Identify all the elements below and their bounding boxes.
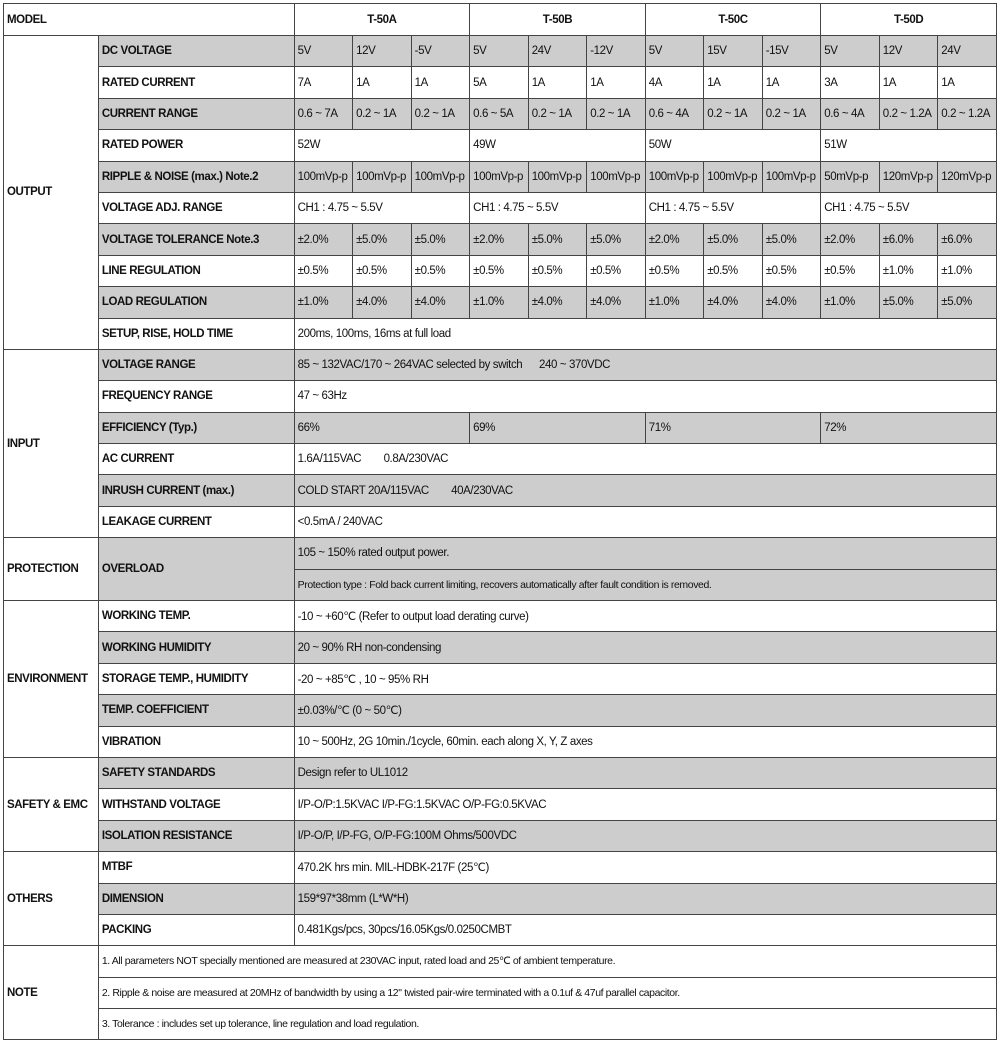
row-label: PACKING xyxy=(98,914,294,945)
cell: 71% xyxy=(645,412,821,443)
table-row xyxy=(4,852,997,883)
cell: 0.2 ~ 1A xyxy=(353,98,412,129)
cell: 1A xyxy=(587,67,646,98)
model-name: T-50D xyxy=(821,4,997,36)
table-row xyxy=(4,412,997,443)
model-header-row xyxy=(4,4,997,36)
cell: 0.2 ~ 1.2A xyxy=(879,98,938,129)
cell: ±5.0% xyxy=(938,287,997,318)
cell: 4A xyxy=(645,67,704,98)
cell: 100mVp-p xyxy=(704,161,763,192)
cell: ±0.5% xyxy=(762,255,821,286)
model-name: T-50B xyxy=(470,4,646,36)
cell: 120mVp-p xyxy=(938,161,997,192)
cell: 51W xyxy=(821,130,997,161)
cell: 47 ~ 63Hz xyxy=(294,381,996,412)
cell: 120mVp-p xyxy=(879,161,938,192)
row-label: VIBRATION xyxy=(98,726,294,757)
section-input: INPUT xyxy=(4,349,99,537)
cell: 10 ~ 500Hz, 2G 10min./1cycle, 60min. each along X, Y, Z axes xyxy=(294,726,996,757)
row-label: WITHSTAND VOLTAGE xyxy=(98,789,294,820)
cell: CH1 : 4.75 ~ 5.5V xyxy=(294,192,470,223)
cell: ±1.0% xyxy=(645,287,704,318)
row-label: WORKING TEMP. xyxy=(98,601,294,632)
model-name: T-50A xyxy=(294,4,470,36)
cell: 69% xyxy=(470,412,646,443)
section-others: OTHERS xyxy=(4,852,99,946)
row-label: OVERLOAD xyxy=(98,538,294,601)
cell: 0.2 ~ 1A xyxy=(528,98,587,129)
table-row xyxy=(4,36,997,67)
cell: ±1.0% xyxy=(470,287,529,318)
table-row xyxy=(4,224,997,255)
cell: ±1.0% xyxy=(879,255,938,286)
cell: 0.481Kgs/pcs, 30pcs/16.05Kgs/0.0250CMBT xyxy=(294,914,996,945)
cell: 20 ~ 90% RH non-condensing xyxy=(294,632,996,663)
section-environment: ENVIRONMENT xyxy=(4,601,99,758)
row-label: MTBF xyxy=(98,852,294,883)
cell: 1A xyxy=(938,67,997,98)
cell: 470.2K hrs min. MIL-HDBK-217F (25℃) xyxy=(294,852,996,883)
row-label: LEAKAGE CURRENT xyxy=(98,506,294,537)
cell: CH1 : 4.75 ~ 5.5V xyxy=(645,192,821,223)
cell: ±2.0% xyxy=(294,224,353,255)
cell: 50mVp-p xyxy=(821,161,880,192)
cell: 1A xyxy=(762,67,821,98)
section-output: OUTPUT xyxy=(4,36,99,350)
cell: 100mVp-p xyxy=(645,161,704,192)
cell: 5V xyxy=(470,36,529,67)
cell: 0.2 ~ 1A xyxy=(411,98,470,129)
cell: ±6.0% xyxy=(879,224,938,255)
cell: 7A xyxy=(294,67,353,98)
cell: Design refer to UL1012 xyxy=(294,757,996,788)
cell: 1.6A/115VAC 0.8A/230VAC xyxy=(294,444,996,475)
cell: 0.6 ~ 4A xyxy=(821,98,880,129)
row-label: LOAD REGULATION xyxy=(98,287,294,318)
cell: ±5.0% xyxy=(704,224,763,255)
cell: 1A xyxy=(528,67,587,98)
cell: 24V xyxy=(938,36,997,67)
cell: ±1.0% xyxy=(294,287,353,318)
row-label: ISOLATION RESISTANCE xyxy=(98,820,294,851)
cell: 0.6 ~ 4A xyxy=(645,98,704,129)
row-label: DC VOLTAGE xyxy=(98,36,294,67)
row-label: RIPPLE & NOISE (max.) Note.2 xyxy=(98,161,294,192)
cell: -15V xyxy=(762,36,821,67)
cell: 1A xyxy=(411,67,470,98)
cell: 0.6 ~ 5A xyxy=(470,98,529,129)
table-row xyxy=(4,726,997,757)
cell: 100mVp-p xyxy=(353,161,412,192)
cell: 50W xyxy=(645,130,821,161)
row-label: RATED POWER xyxy=(98,130,294,161)
table-row xyxy=(4,444,997,475)
cell: ±4.0% xyxy=(704,287,763,318)
cell: I/P-O/P, I/P-FG, O/P-FG:100M Ohms/500VDC xyxy=(294,820,996,851)
cell: ±5.0% xyxy=(879,287,938,318)
table-row xyxy=(4,820,997,851)
table-row xyxy=(4,977,997,1008)
cell: ±2.0% xyxy=(821,224,880,255)
cell: 5A xyxy=(470,67,529,98)
cell: ±0.5% xyxy=(645,255,704,286)
model-label: MODEL xyxy=(4,4,295,36)
note-line: 2. Ripple & noise are measured at 20MHz of bandwidth by using a 12" twisted pair-wire terminated with a 0.1uf & 47uf parallel capacitor. xyxy=(98,977,996,1008)
cell: 100mVp-p xyxy=(470,161,529,192)
cell: 15V xyxy=(704,36,763,67)
table-row xyxy=(4,914,997,945)
cell: -10 ~ +60℃ (Refer to output load derating curve) xyxy=(294,601,996,632)
section-protection: PROTECTION xyxy=(4,538,99,601)
cell: ±5.0% xyxy=(353,224,412,255)
cell: 0.2 ~ 1A xyxy=(587,98,646,129)
cell: 1A xyxy=(879,67,938,98)
cell: ±0.5% xyxy=(704,255,763,286)
cell: 100mVp-p xyxy=(528,161,587,192)
section-safety: SAFETY & EMC xyxy=(4,757,99,851)
cell: 100mVp-p xyxy=(762,161,821,192)
cell: -5V xyxy=(411,36,470,67)
table-row xyxy=(4,67,997,98)
table-row xyxy=(4,98,997,129)
cell: ±4.0% xyxy=(411,287,470,318)
table-row xyxy=(4,757,997,788)
cell: ±4.0% xyxy=(353,287,412,318)
row-label: STORAGE TEMP., HUMIDITY xyxy=(98,663,294,694)
cell: 12V xyxy=(879,36,938,67)
cell: 85 ~ 132VAC/170 ~ 264VAC selected by switch 240 ~ 370VDC xyxy=(294,349,996,380)
model-name: T-50C xyxy=(645,4,821,36)
cell: ±4.0% xyxy=(528,287,587,318)
cell: ±4.0% xyxy=(587,287,646,318)
row-label: FREQUENCY RANGE xyxy=(98,381,294,412)
cell: 3A xyxy=(821,67,880,98)
row-label: SAFETY STANDARDS xyxy=(98,757,294,788)
cell: 49W xyxy=(470,130,646,161)
cell: 200ms, 100ms, 16ms at full load xyxy=(294,318,996,349)
cell: ±5.0% xyxy=(587,224,646,255)
cell: ±0.03%/℃ (0 ~ 50℃) xyxy=(294,695,996,726)
table-row xyxy=(4,130,997,161)
cell: 0.2 ~ 1A xyxy=(762,98,821,129)
table-row xyxy=(4,255,997,286)
cell: 100mVp-p xyxy=(587,161,646,192)
row-label: VOLTAGE ADJ. RANGE xyxy=(98,192,294,223)
cell: Protection type : Fold back current limiting, recovers automatically after fault condition is removed. xyxy=(294,569,996,600)
cell: 100mVp-p xyxy=(294,161,353,192)
cell: 66% xyxy=(294,412,470,443)
cell: ±1.0% xyxy=(938,255,997,286)
row-label: VOLTAGE RANGE xyxy=(98,349,294,380)
table-row xyxy=(4,695,997,726)
table-row xyxy=(4,161,997,192)
cell: ±5.0% xyxy=(762,224,821,255)
cell: 5V xyxy=(294,36,353,67)
section-note: NOTE xyxy=(4,946,99,1040)
row-label: RATED CURRENT xyxy=(98,67,294,98)
table-row xyxy=(4,349,997,380)
cell: ±4.0% xyxy=(762,287,821,318)
table-row xyxy=(4,1008,997,1039)
table-row xyxy=(4,538,997,569)
table-row xyxy=(4,506,997,537)
cell: ±0.5% xyxy=(470,255,529,286)
row-label: EFFICIENCY (Typ.) xyxy=(98,412,294,443)
cell: ±2.0% xyxy=(470,224,529,255)
row-label: AC CURRENT xyxy=(98,444,294,475)
cell: ±1.0% xyxy=(821,287,880,318)
cell: ±0.5% xyxy=(587,255,646,286)
cell: -20 ~ +85℃ , 10 ~ 95% RH xyxy=(294,663,996,694)
cell: 24V xyxy=(528,36,587,67)
cell: I/P-O/P:1.5KVAC I/P-FG:1.5KVAC O/P-FG:0.5KVAC xyxy=(294,789,996,820)
spec-table xyxy=(3,3,997,1040)
cell: 52W xyxy=(294,130,470,161)
note-line: 3. Tolerance : includes set up tolerance, line regulation and load regulation. xyxy=(98,1008,996,1039)
cell: ±2.0% xyxy=(645,224,704,255)
table-row xyxy=(4,789,997,820)
cell: COLD START 20A/115VAC 40A/230VAC xyxy=(294,475,996,506)
cell: ±0.5% xyxy=(294,255,353,286)
cell: CH1 : 4.75 ~ 5.5V xyxy=(470,192,646,223)
cell: 12V xyxy=(353,36,412,67)
cell: 0.2 ~ 1A xyxy=(704,98,763,129)
cell: 0.6 ~ 7A xyxy=(294,98,353,129)
cell: 72% xyxy=(821,412,997,443)
table-row xyxy=(4,192,997,223)
table-row xyxy=(4,381,997,412)
table-row xyxy=(4,663,997,694)
table-row xyxy=(4,883,997,914)
cell: ±0.5% xyxy=(411,255,470,286)
cell: 100mVp-p xyxy=(411,161,470,192)
cell: <0.5mA / 240VAC xyxy=(294,506,996,537)
cell: ±0.5% xyxy=(353,255,412,286)
row-label: DIMENSION xyxy=(98,883,294,914)
table-row xyxy=(4,632,997,663)
cell: ±5.0% xyxy=(411,224,470,255)
cell: 105 ~ 150% rated output power. xyxy=(294,538,996,569)
table-row xyxy=(4,601,997,632)
cell: 1A xyxy=(704,67,763,98)
cell: CH1 : 4.75 ~ 5.5V xyxy=(821,192,997,223)
cell: 0.2 ~ 1.2A xyxy=(938,98,997,129)
cell: 5V xyxy=(821,36,880,67)
cell: ±0.5% xyxy=(528,255,587,286)
row-label: SETUP, RISE, HOLD TIME xyxy=(98,318,294,349)
row-label: TEMP. COEFFICIENT xyxy=(98,695,294,726)
row-label: WORKING HUMIDITY xyxy=(98,632,294,663)
table-row xyxy=(4,318,997,349)
table-row xyxy=(4,946,997,977)
row-label: LINE REGULATION xyxy=(98,255,294,286)
table-row xyxy=(4,287,997,318)
cell: -12V xyxy=(587,36,646,67)
table-row xyxy=(4,475,997,506)
row-label: VOLTAGE TOLERANCE Note.3 xyxy=(98,224,294,255)
cell: 1A xyxy=(353,67,412,98)
row-label: INRUSH CURRENT (max.) xyxy=(98,475,294,506)
row-label: CURRENT RANGE xyxy=(98,98,294,129)
cell: ±5.0% xyxy=(528,224,587,255)
cell: ±6.0% xyxy=(938,224,997,255)
cell: 159*97*38mm (L*W*H) xyxy=(294,883,996,914)
cell: ±0.5% xyxy=(821,255,880,286)
cell: 5V xyxy=(645,36,704,67)
note-line: 1. All parameters NOT specially mentioned are measured at 230VAC input, rated load and 25℃ of ambient temperature. xyxy=(98,946,996,977)
